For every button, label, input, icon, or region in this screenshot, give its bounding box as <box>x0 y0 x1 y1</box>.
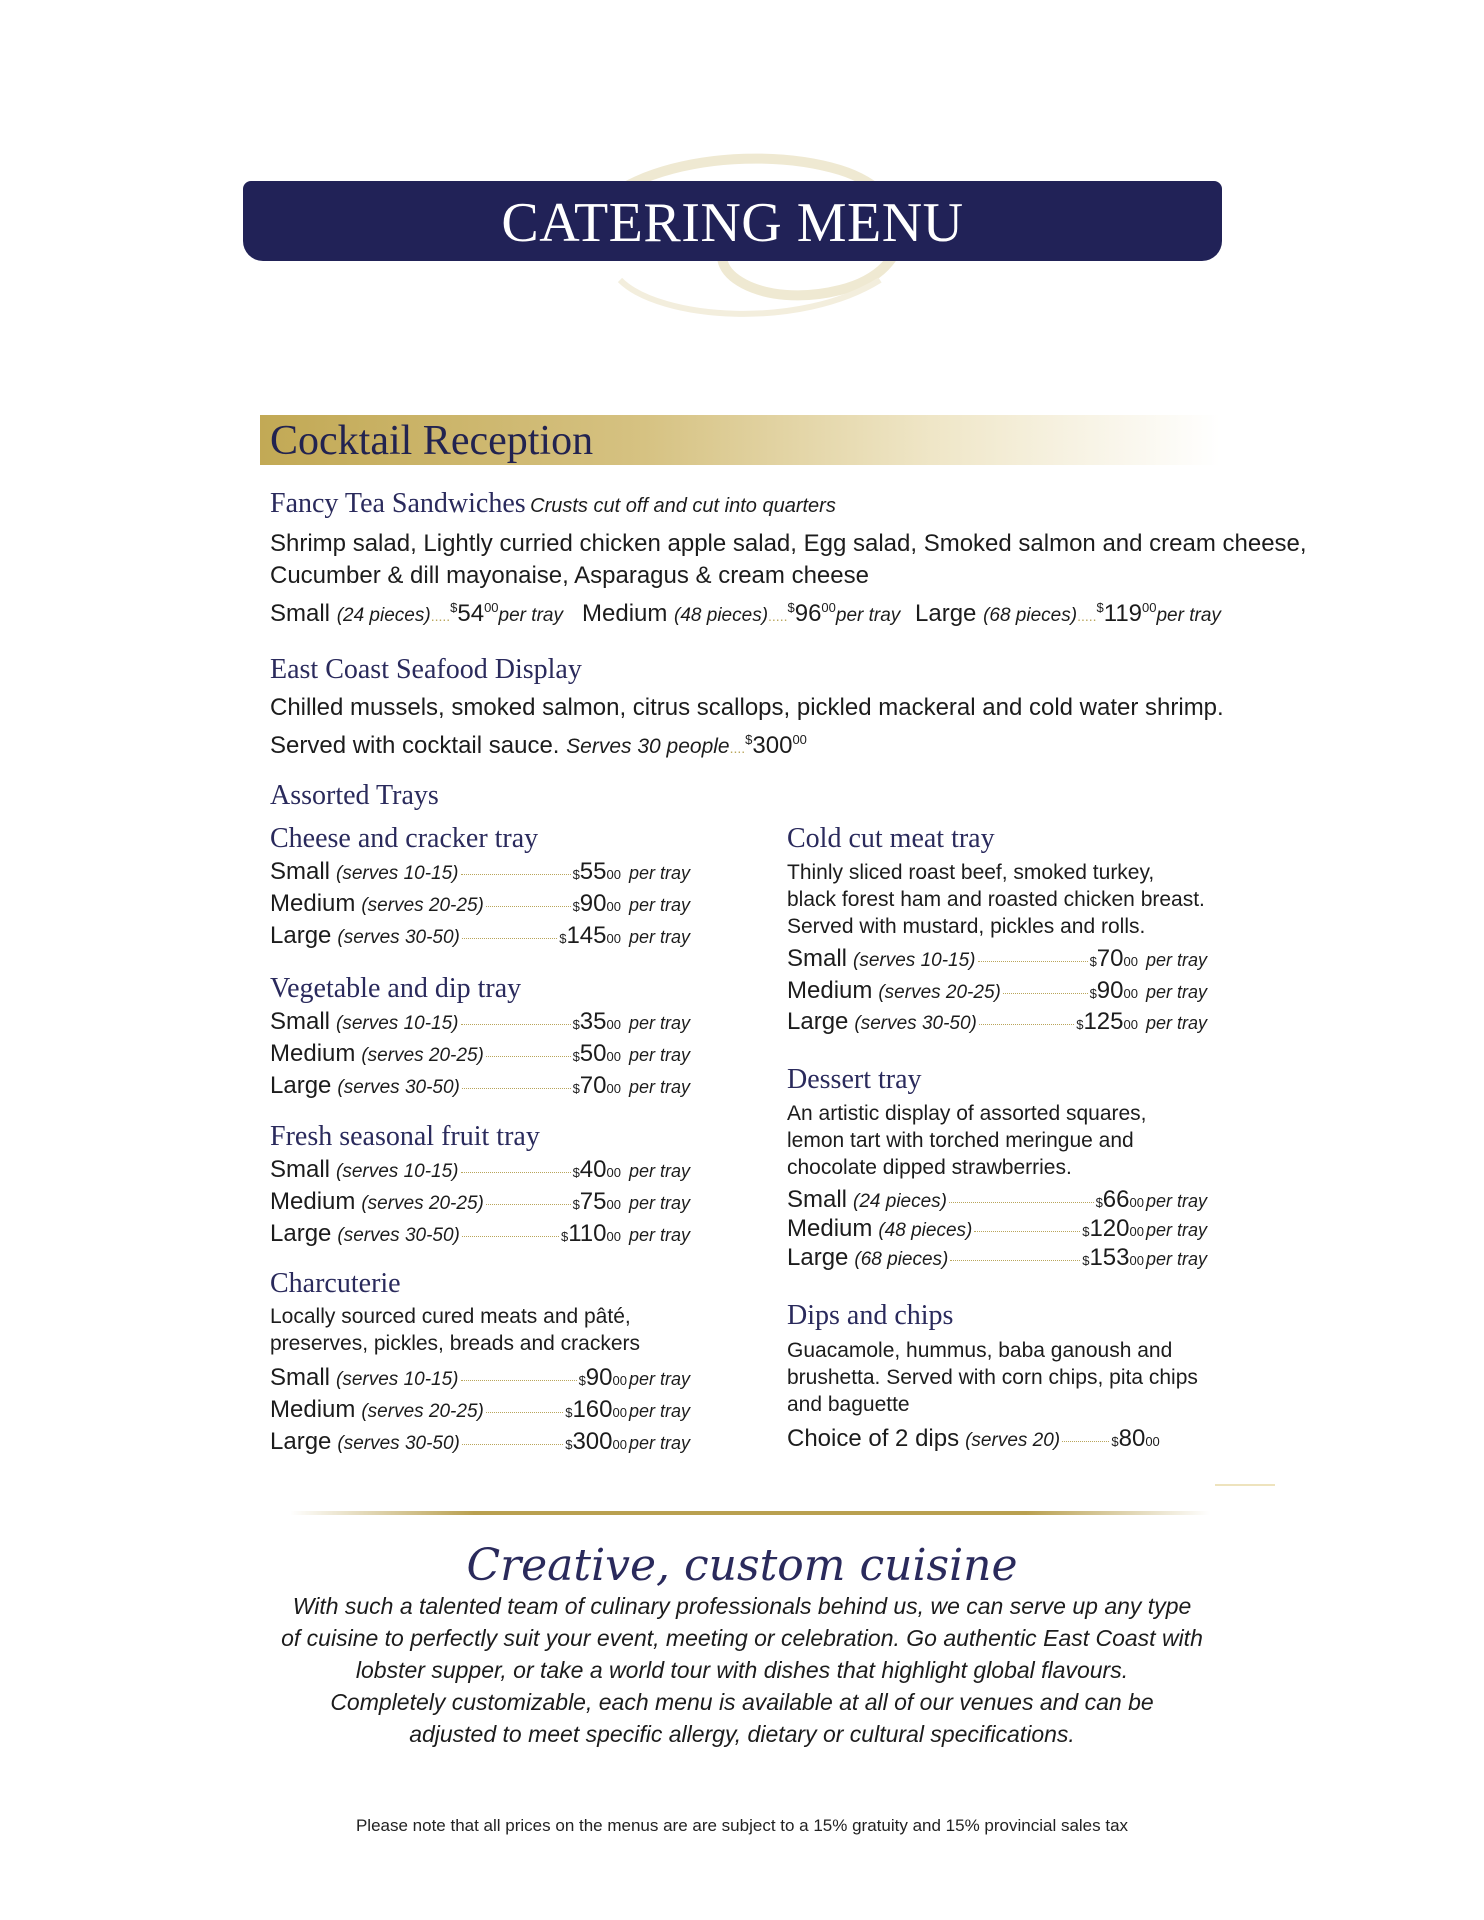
promo-title: Creative, custom cuisine <box>466 1540 1018 1591</box>
cold-cut-price-small: Small (serves 10-15) $ 70 00 per tray <box>787 945 1207 972</box>
charcuterie-desc-1: Locally sourced cured meats and pâté, <box>270 1305 631 1328</box>
fruit-price-medium: Medium (serves 20-25) $ 75 00 per tray <box>270 1188 690 1215</box>
dessert-price-medium: Medium (48 pieces) $ 120 00 per tray <box>787 1215 1207 1242</box>
dips-title: Dips and chips <box>787 1300 954 1331</box>
fruit-price-large: Large (serves 30-50) $ 110 00 per tray <box>270 1220 690 1247</box>
sandwiches-desc-2: Cucumber & dill mayonaise, Asparagus & cream cheese <box>270 562 869 589</box>
fruit-tray-title: Fresh seasonal fruit tray <box>270 1121 540 1152</box>
sandwiches-heading <box>270 488 836 520</box>
seafood-desc-2-line: Served with cocktail sauce. Serves 30 $people....^{\$}300^{00}$ <box>270 732 807 759</box>
charcuterie-title: Charcuterie <box>270 1268 401 1299</box>
charcuterie-desc-2: preserves, pickles, breads and crackers <box>270 1332 640 1355</box>
promo-line: With such a talented team of culinary professionals behind us, we can serve up any type <box>292 1593 1192 1619</box>
dessert-tray-title: Dessert tray <box>787 1064 922 1095</box>
divider-accent <box>1215 1484 1275 1486</box>
promo-text <box>250 1590 1234 1750</box>
cold-cut-desc-3: Served with mustard, pickles and rolls. <box>787 915 1146 938</box>
dips-price: Choice of 2 dips (serves 20) $ 80 00 <box>787 1425 1160 1452</box>
sandwiches-price-small: Small (24 $pieces).....^{\$}54^{00}per$ tray <box>270 600 563 627</box>
cold-cut-price-medium: Medium (serves 20-25) $ 90 00 per tray <box>787 977 1207 1004</box>
cheese-price-small: Small (serves 10-15) $ 55 00 per tray <box>270 858 690 885</box>
dips-desc-3: and baguette <box>787 1393 910 1416</box>
cheese-tray-title: Cheese and cracker tray <box>270 823 539 854</box>
dips-desc-2: brushetta. Served with corn chips, pita chips <box>787 1366 1198 1389</box>
sandwiches-price-large: Large (68 $pieces).....^{\$}119^{00}per$ tray <box>915 600 1221 627</box>
dessert-desc-2: lemon tart with torched meringue and <box>787 1129 1134 1152</box>
vegetable-tray-title: Vegetable and dip tray <box>270 973 522 1004</box>
cold-cut-desc-1: Thinly sliced roast beef, smoked turkey, <box>787 861 1155 884</box>
fruit-price-small: Small (serves 10-15) $ 40 00 per tray <box>270 1156 690 1183</box>
header-banner <box>243 181 1222 261</box>
cold-cut-price-large: Large (serves 30-50) $ 125 00 per tray <box>787 1008 1207 1035</box>
vegetable-price-large: Large (serves 30-50) $ 70 00 per tray <box>270 1072 690 1099</box>
cold-cut-tray-title: Cold cut meat tray <box>787 823 995 854</box>
dessert-desc-3: chocolate dipped strawberries. <box>787 1156 1072 1179</box>
dessert-price-large: Large (68 pieces) $ 153 00 per tray <box>787 1244 1207 1271</box>
section-header-bar <box>260 415 1220 465</box>
charcuterie-price-medium: Medium (serves 20-25) $ 160 00 per tray <box>270 1396 690 1423</box>
section-title: Cocktail Reception <box>270 418 594 464</box>
sandwiches-price-medium: Medium (48 $pieces).....^{\$}96^{00}per$ tray <box>582 600 901 627</box>
gold-divider <box>290 1511 1210 1515</box>
cheese-price-medium: Medium (serves 20-25) $ 90 00 per tray <box>270 890 690 917</box>
promo-line: adjusted to meet specific allergy, dietary or cultural specifications. <box>409 1721 1075 1747</box>
vegetable-price-small: Small (serves 10-15) $ 35 00 per tray <box>270 1008 690 1035</box>
promo-line: lobster supper, or take a world tour with dishes that highlight global flavours. <box>355 1657 1129 1683</box>
assorted-trays-title: Assorted Trays <box>270 780 439 811</box>
charcuterie-price-large: Large (serves 30-50) $ 300 00 per tray <box>270 1428 690 1455</box>
sandwiches-desc-1: Shrimp salad, Lightly curried chicken apple salad, Egg salad, Smoked salmon and cream cheese, <box>270 530 1307 557</box>
dessert-price-small: Small (24 pieces) $ 66 00 per tray <box>787 1186 1207 1213</box>
dips-desc-1: Guacamole, hummus, baba ganoush and <box>787 1339 1173 1362</box>
vegetable-price-medium: Medium (serves 20-25) $ 50 00 per tray <box>270 1040 690 1067</box>
sandwiches-title: Fancy Tea Sandwiches <box>270 488 526 519</box>
cold-cut-desc-2: black forest ham and roasted chicken breast. <box>787 888 1205 911</box>
page-title: CATERING MENU <box>501 192 964 254</box>
sandwiches-note: Crusts cut off and cut into quarters <box>530 495 836 517</box>
seafood-desc-1: Chilled mussels, smoked salmon, citrus scallops, pickled mackeral and cold water shrimp. <box>270 694 1224 721</box>
charcuterie-price-small: Small (serves 10-15) $ 90 00 per tray <box>270 1364 690 1391</box>
dessert-desc-1: An artistic display of assorted squares, <box>787 1102 1147 1125</box>
seafood-title: East Coast Seafood Display <box>270 654 582 685</box>
cheese-price-large: Large (serves 30-50) $ 145 00 per tray <box>270 922 690 949</box>
tax-footnote: Please note that all prices on the menus are are subject to a 15% gratuity and 15% provincial sales tax <box>355 1816 1129 1835</box>
promo-line: of cuisine to perfectly suit your event, meeting or celebration. Go authentic East Coast with <box>281 1625 1203 1651</box>
promo-line: Completely customizable, each menu is available at all of our venues and can be <box>330 1689 1154 1715</box>
